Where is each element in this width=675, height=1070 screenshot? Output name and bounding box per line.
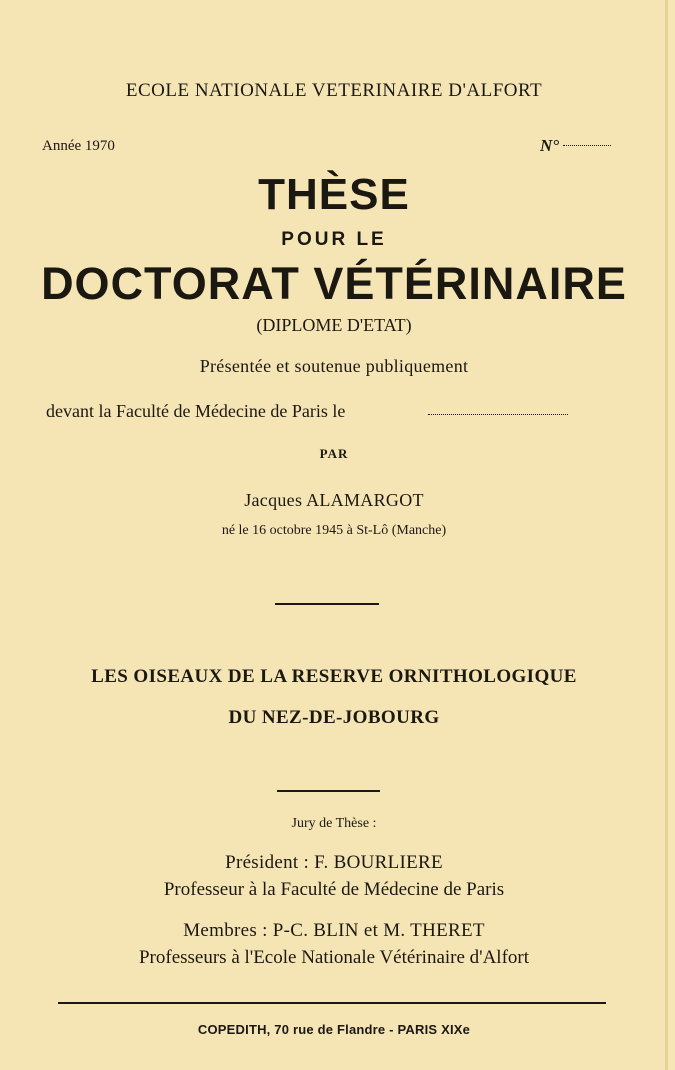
- divider: [275, 603, 379, 605]
- by-label: PAR: [319, 446, 349, 461]
- footer-divider: [58, 1002, 606, 1004]
- number-label: N°: [540, 136, 560, 155]
- presented-text: Présentée et soutenue publiquement: [199, 356, 469, 376]
- pour-le-text: POUR LE: [281, 229, 387, 250]
- diploma-subtitle: (DIPLOME D'ETAT): [256, 315, 412, 335]
- jury-heading: Jury de Thèse :: [291, 816, 377, 831]
- jury-members: Membres : P-C. BLIN et M. THERET: [183, 920, 485, 941]
- author-birth: né le 16 octobre 1945 à St-Lô (Manche): [221, 523, 447, 538]
- school-name: ECOLE NATIONALE VETERINAIRE D'ALFORT: [125, 80, 543, 101]
- faculty-line: devant la Faculté de Médecine de Paris le: [46, 401, 346, 421]
- number-blank-line: [563, 145, 611, 146]
- date-blank-line: [428, 414, 568, 415]
- publisher-line: COPEDITH, 70 rue de Flandre - PARIS XIXe: [197, 1022, 471, 1037]
- jury-members-role: Professeurs à l'Ecole Nationale Vétérinaire d'Alfort: [138, 947, 530, 968]
- jury-president-role: Professeur à la Faculté de Médecine de Paris: [163, 879, 505, 900]
- thesis-heading: THÈSE: [258, 170, 410, 219]
- doctorate-heading: DOCTORAT VÉTÉRINAIRE: [41, 258, 627, 309]
- divider: [277, 790, 380, 792]
- jury-president: Président : F. BOURLIERE: [225, 852, 443, 873]
- thesis-title-line-1: LES OISEAUX DE LA RESERVE ORNITHOLOGIQUE: [91, 666, 577, 687]
- author-name: Jacques ALAMARGOT: [244, 490, 424, 510]
- year-label: Année 1970: [42, 138, 115, 154]
- thesis-title-line-2: DU NEZ-DE-JOBOURG: [228, 707, 440, 728]
